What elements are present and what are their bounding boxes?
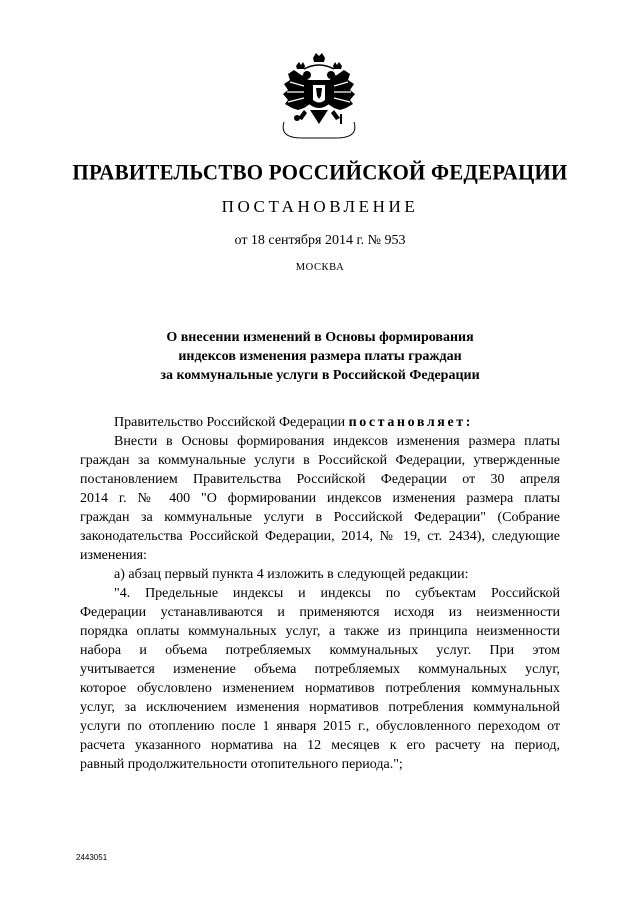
paragraph-line: изменения: xyxy=(80,548,147,563)
government-title: ПРАВИТЕЛЬСТВО РОССИЙСКОЙ ФЕДЕРАЦИИ xyxy=(72,159,568,185)
paragraph-line: 2014 г. № 400 "О формировании индексов изменения размера платы xyxy=(80,491,560,506)
quote-line: набора и объема потребляемых коммунальных услуг. При этом xyxy=(80,643,560,658)
paragraph-line: Внести в Основы формирования индексов изменения размера платы xyxy=(114,434,560,449)
quote-line: услуг, за исключением изменения нормативов потребления коммунальной xyxy=(80,700,560,715)
quote-line: расчета указанного норматива на 12 месяцев к его расчету на период, xyxy=(80,738,560,753)
document-subject xyxy=(100,328,540,385)
quote-line: равный продолжительности отопительного периода."; xyxy=(80,757,403,772)
quote-line: "4. Предельные индексы и индексы по субъектам Российской xyxy=(114,586,560,601)
quote-line: учитывается изменение объема потребляемых коммунальных услуг, xyxy=(80,662,560,677)
quote-line: Федерации устанавливаются и применяются исходя из неизменности xyxy=(80,605,560,620)
intro-text: Правительство Российской Федерации xyxy=(114,415,349,430)
document-body xyxy=(80,413,560,774)
quote-line: которое обусловлено изменением нормативов потребления коммунальных xyxy=(80,681,560,696)
intro-paragraph xyxy=(80,413,560,432)
coat-of-arms-icon xyxy=(274,52,364,144)
item-a: а) абзац первый пункта 4 изложить в следующей редакции: xyxy=(114,567,469,582)
subject-line: О внесении изменений в Основы формирования xyxy=(166,330,474,345)
quote-line: порядка оплаты коммунальных услуг, а также из принципа неизменности xyxy=(80,624,560,639)
date-and-number: от 18 сентября 2014 г. № 953 xyxy=(234,233,406,248)
quote-line: услуги по отоплению после 1 января 2015 г., обусловленного переходом от xyxy=(80,719,560,734)
paragraph-line: граждан за коммунальные услуги в Российской Федерации, утвержденные xyxy=(80,453,560,468)
paragraph-line: граждан за коммунальные услуги в Российской Федерации" (Собрание xyxy=(80,510,560,525)
paragraph-line: законодательства Российской Федерации, 2014, № 19, ст. 2434), следующие xyxy=(80,529,560,544)
subject-line: за коммунальные услуги в Российской Федерации xyxy=(160,368,480,383)
city: МОСКВА xyxy=(295,262,345,273)
document-type: ПОСТАНОВЛЕНИЕ xyxy=(221,197,419,216)
subject-line: индексов изменения размера платы граждан xyxy=(178,349,462,364)
decree-word: постановляет: xyxy=(348,415,473,430)
document-code: 2443051 xyxy=(76,853,108,862)
paragraph-line: постановлением Правительства Российской Федерации от 30 апреля xyxy=(80,472,560,487)
